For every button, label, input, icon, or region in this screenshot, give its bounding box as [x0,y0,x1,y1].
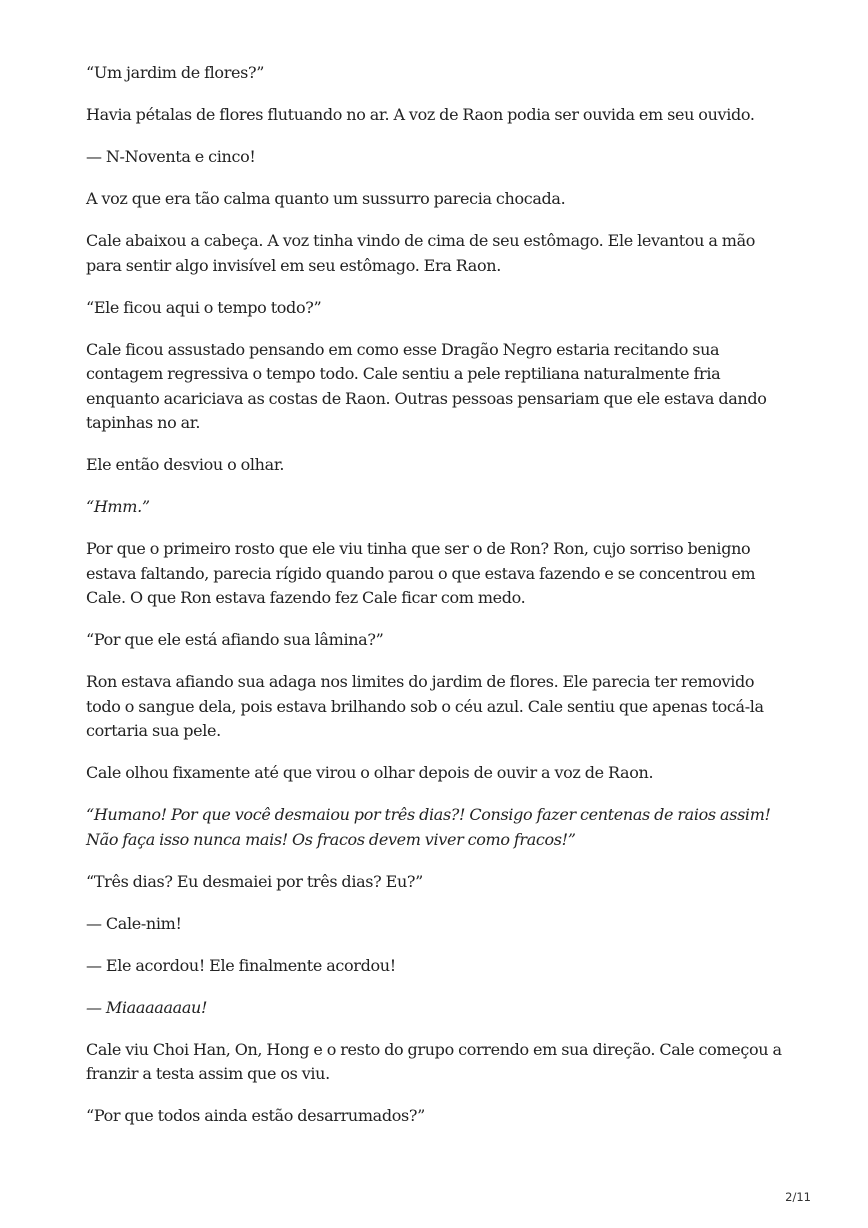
paragraph-italic: “Hmm.” [86,497,150,516]
paragraph: — Ele acordou! Ele finalmente acordou! [86,955,396,975]
paragraph: Ele então desviou o olhar. [86,455,285,474]
paragraph: Ron estava afiando sua adaga nos limites do jardim de flores. Ele parecia ter removido todo o sangue dela, pois estava brilhando sob o céu azul. Cale sentiu que apenas tocá-la cortaria sua pele. [86,672,764,740]
paragraph: “Ele ficou aqui o tempo todo?” [86,297,322,317]
paragraph-italic: — Miaaaaaaau! [86,997,208,1017]
paragraph: Cale ficou assustado pensando em como esse Dragão Negro estaria recitando sua contagem regressiva o tempo todo. Cale sentiu a pele reptiliana naturalmente fria enquanto acariciava as costas de Raon. Outras pessoas pensariam que ele estava dando tapinhas no ar. [86,339,767,432]
paragraph: Cale abaixou a cabeça. A voz tinha vindo de cima de seu estômago. Ele levantou a mão para sentir algo invisível em seu estômago. Era Raon. [86,231,756,275]
paragraph: Cale viu Choi Han, On, Hong e o resto do grupo correndo em sua direção. Cale começou a franzir a testa assim que os viu. [86,1039,782,1083]
paragraph: “Três dias? Eu desmaiei por três dias? Eu?” [86,871,423,891]
paragraph-italic: “Humano! Por que você desmaiou por três dias?! Consigo fazer centenas de raios assim! Não faça isso nunca mais! Os fracos devem viver como fracos!” [86,805,771,849]
paragraph: “Por que ele está afiando sua lâmina?” [86,630,384,649]
paragraph: Havia pétalas de flores flutuando no ar. A voz de Raon podia ser ouvida em seu ouvido. [86,105,755,124]
paragraph: — N-Noventa e cinco! [86,147,256,166]
page-number: 2/11 [785,1190,811,1204]
paragraph: — Cale-nim! [86,913,182,933]
paragraph: “Por que todos ainda estão desarrumados?” [86,1106,425,1125]
paragraph: Cale olhou fixamente até que virou o olhar depois de ouvir a voz de Raon. [86,763,654,782]
paragraph: A voz que era tão calma quanto um sussurro parecia chocada. [86,189,566,208]
paragraph: Por que o primeiro rosto que ele viu tinha que ser o de Ron? Ron, cujo sorriso benigno estava faltando, parecia rígido quando parou o que estava fazendo e se concentrou em Cale. O que Ron estava fazendo fez Cale ficar com medo. [86,539,756,607]
document-body [86,61,786,1146]
paragraph: “Um jardim de flores?” [86,63,265,82]
